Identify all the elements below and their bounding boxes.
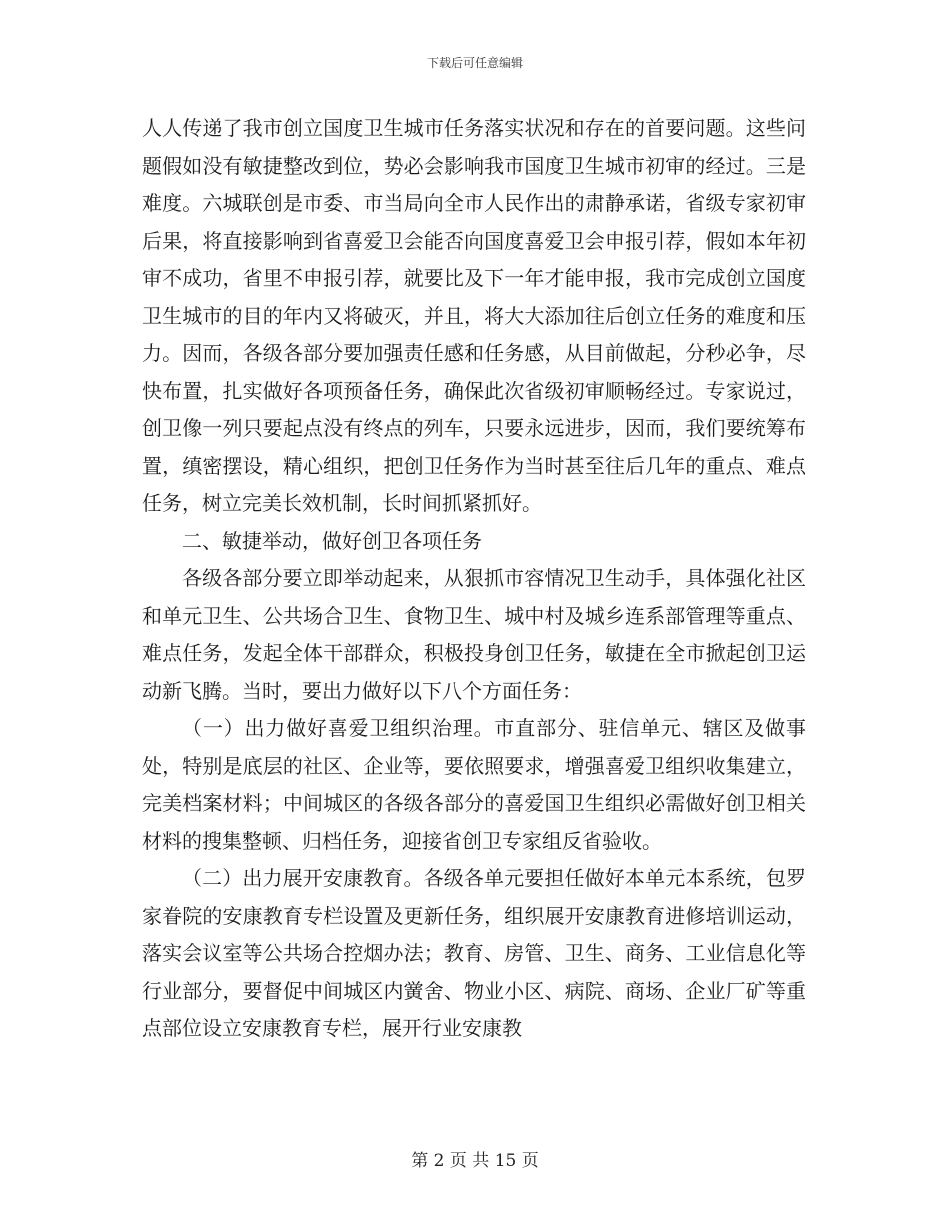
page-header: 下载后可任意编辑 xyxy=(426,56,523,70)
paragraph-item-1: （一）出力做好喜爱卫组织治理。市直部分、驻信单元、辖区及做事处，特别是底层的社区、企业等，要依照要求，增强喜爱卫组织收集建立，完美档案材料；中间城区的各级各部分的喜爱国卫生组织必需做好创卫相关材料的搜集整顿、归档任务，迎接省创卫专家组反省验收。 xyxy=(142,716,806,853)
paragraph-3: 各级各部分要立即举动起来，从狠抓市容情况卫生动手，具体强化社区和单元卫生、公共场合卫生、食物卫生、城中村及城乡连系部管理等重点、难点任务，发起全体干部群众，积极投身创卫任务，敏捷在全市掀起创卫运动新飞腾。当时，要出力做好以下八个方面任务： xyxy=(142,566,806,703)
paragraph-item-2: （二）出力展开安康教育。各级各单元要担任做好本单元本系统，包罗家眷院的安康教育专栏设置及更新任务，组织展开安康教育进修培训运动，落实会议室等公共场合控烟办法；教育、房管、卫生、商务、工业信息化等行业部分，要督促中间城区内黉舍、物业小区、病院、商场、企业厂矿等重点部位设立安康教育专栏，展开行业安康教 xyxy=(142,866,806,1040)
document-body xyxy=(142,110,806,1048)
paragraph-1: 人人传递了我市创立国度卫生城市任务落实状况和存在的首要问题。这些问题假如没有敏捷整改到位，势必会影响我市国度卫生城市初审的经过。三是难度。六城联创是市委、市当局向全市人民作出的肃静承诺，省级专家初审后果，将直接影响到省喜爱卫会能否向国度喜爱卫会申报引荐，假如本年初审不成功，省里不申报引荐，就要比及下一年才能申报，我市完成创立国度卫生城市的目的年内又将破灭，并且，将大大添加往后创立任务的难度和压力。因而，各级各部分要加强责任感和任务感，从目前做起，分秒必争，尽快布置，扎实做好各项预备任务，确保此次省级初审顺畅经过。专家说过，创卫像一列只要起点没有终点的列车，只要永远进步，因而，我们要统筹布置，缜密摆设，精心组织，把创卫任务作为当时甚至往后几年的重点、难点任务，树立完美长效机制，长时间抓紧抓好。 xyxy=(142,116,806,515)
page-footer: 第 2 页 共 15 页 xyxy=(411,1151,539,1171)
section-heading-2: 二、敏捷举动，做好创卫各项任务 xyxy=(182,528,482,553)
